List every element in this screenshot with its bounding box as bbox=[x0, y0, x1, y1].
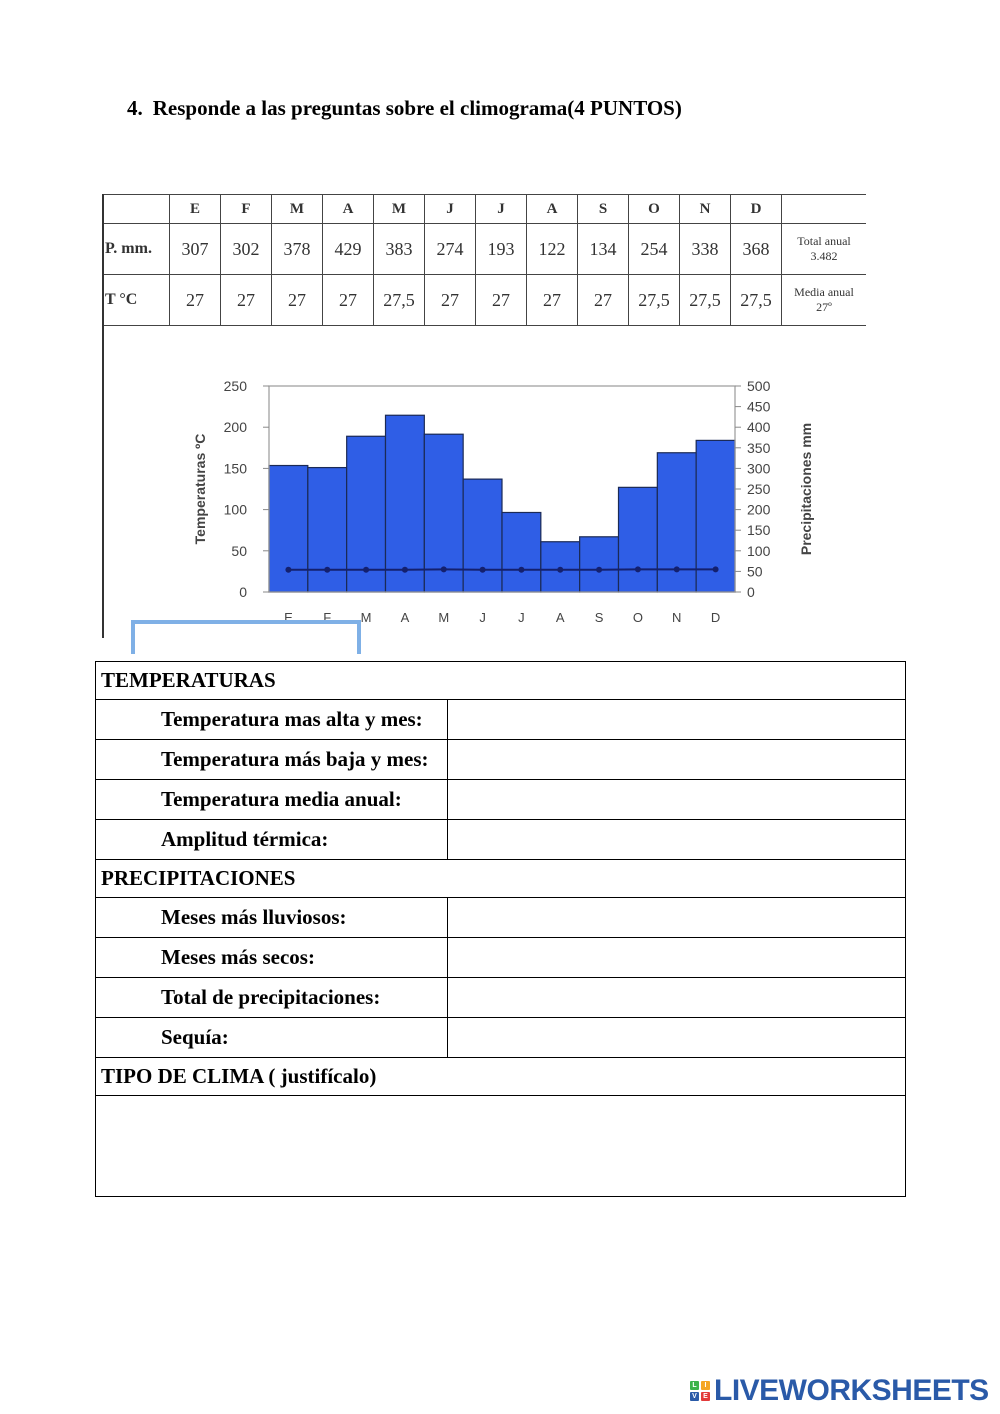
answer-field-wettest[interactable] bbox=[448, 898, 906, 938]
month-label: A bbox=[400, 610, 410, 625]
month-header: E bbox=[170, 195, 221, 224]
month-label: D bbox=[710, 610, 721, 625]
temperature-point bbox=[441, 566, 447, 572]
precip-value: 429 bbox=[323, 224, 374, 275]
right-tick-label: 250 bbox=[747, 481, 771, 497]
precip-bar bbox=[308, 468, 347, 592]
logo-letter: I bbox=[701, 1381, 710, 1390]
question-row bbox=[96, 1018, 906, 1058]
right-tick-label: 300 bbox=[747, 460, 771, 477]
temperature-point bbox=[518, 567, 524, 573]
precip-bar bbox=[619, 487, 658, 592]
right-tick-label: 400 bbox=[747, 419, 771, 436]
row-label: T °C bbox=[103, 275, 170, 326]
temp-value: 27 bbox=[425, 275, 476, 326]
right-tick-label: 500 bbox=[747, 378, 771, 394]
logo-letter: V bbox=[690, 1392, 699, 1401]
temperature-point bbox=[285, 567, 291, 573]
precip-value: 193 bbox=[476, 224, 527, 275]
question-label: Total de precipitaciones: bbox=[96, 978, 448, 1018]
climograph-svg bbox=[187, 364, 827, 639]
answer-field-total-precip[interactable] bbox=[448, 978, 906, 1018]
temp-value: 27 bbox=[527, 275, 578, 326]
section-temperaturas: TEMPERATURAS bbox=[96, 662, 906, 700]
month-label: J bbox=[518, 610, 525, 625]
question-label: Amplitud térmica: bbox=[96, 820, 448, 860]
precip-value: 383 bbox=[374, 224, 425, 275]
temp-mean-label: Media anual bbox=[794, 285, 854, 299]
left-axis-title: Temperaturas ºC bbox=[192, 433, 208, 545]
month-label: J bbox=[479, 610, 486, 625]
precip-value: 134 bbox=[578, 224, 629, 275]
row-label: P. mm. bbox=[103, 224, 170, 275]
answer-row bbox=[96, 1096, 906, 1197]
left-tick-label: 250 bbox=[223, 378, 247, 394]
precip-value: 302 bbox=[221, 224, 272, 275]
question-row bbox=[96, 898, 906, 938]
answer-field-temp-max[interactable] bbox=[448, 700, 906, 740]
temp-mean bbox=[782, 275, 867, 326]
question-heading bbox=[127, 96, 682, 121]
left-tick-label: 50 bbox=[231, 542, 247, 559]
temp-value: 27 bbox=[323, 275, 374, 326]
month-header: F bbox=[221, 195, 272, 224]
section-clima: TIPO DE CLIMA ( justifícalo) bbox=[96, 1058, 906, 1096]
answer-field-temp-min[interactable] bbox=[448, 740, 906, 780]
section-row bbox=[96, 662, 906, 700]
precip-value: 338 bbox=[680, 224, 731, 275]
left-tick-label: 0 bbox=[239, 584, 247, 600]
month-label: F bbox=[323, 610, 332, 625]
precip-value: 254 bbox=[629, 224, 680, 275]
answer-field-driest[interactable] bbox=[448, 938, 906, 978]
right-tick-label: 350 bbox=[747, 439, 771, 456]
logo-mark-icon bbox=[690, 1381, 710, 1401]
answer-field-temp-mean[interactable] bbox=[448, 780, 906, 820]
right-axis-title: Precipitaciones mm bbox=[798, 422, 814, 556]
temp-value: 27,5 bbox=[731, 275, 782, 326]
month-header: M bbox=[272, 195, 323, 224]
precip-value: 307 bbox=[170, 224, 221, 275]
left-tick-label: 100 bbox=[223, 501, 247, 518]
precip-value: 122 bbox=[527, 224, 578, 275]
month-header: S bbox=[578, 195, 629, 224]
temperature-point bbox=[635, 566, 641, 572]
temperature-row bbox=[103, 275, 867, 326]
question-row bbox=[96, 820, 906, 860]
month-label: N bbox=[672, 610, 682, 625]
question-label: Temperatura mas alta y mes: bbox=[96, 700, 448, 740]
question-label: Temperatura más baja y mes: bbox=[96, 740, 448, 780]
logo-wordmark: LIVEWORKSHEETS bbox=[714, 1374, 989, 1407]
precip-bar bbox=[580, 537, 619, 592]
temperature-point bbox=[480, 567, 486, 573]
precip-value: 274 bbox=[425, 224, 476, 275]
answer-field-amplitude[interactable] bbox=[448, 820, 906, 860]
section-row bbox=[96, 1058, 906, 1096]
month-header: J bbox=[425, 195, 476, 224]
summary-header bbox=[782, 195, 867, 224]
temperature-point bbox=[596, 567, 602, 573]
month-header: M bbox=[374, 195, 425, 224]
temp-value: 27 bbox=[170, 275, 221, 326]
section-precipitaciones: PRECIPITACIONES bbox=[96, 860, 906, 898]
month-label: M bbox=[360, 610, 372, 625]
month-label: E bbox=[284, 610, 293, 625]
question-number: 4. bbox=[127, 96, 143, 120]
temperature-point bbox=[713, 566, 719, 572]
precip-value: 368 bbox=[731, 224, 782, 275]
temperature-point bbox=[402, 567, 408, 573]
question-label: Meses más lluviosos: bbox=[96, 898, 448, 938]
month-header: A bbox=[527, 195, 578, 224]
question-label: Meses más secos: bbox=[96, 938, 448, 978]
question-label: Temperatura media anual: bbox=[96, 780, 448, 820]
climate-figure bbox=[102, 194, 882, 638]
temperature-point bbox=[324, 567, 330, 573]
temperature-point bbox=[674, 566, 680, 572]
right-tick-label: 450 bbox=[747, 398, 771, 415]
question-label: Sequía: bbox=[96, 1018, 448, 1058]
temp-value: 27 bbox=[578, 275, 629, 326]
logo-letter: L bbox=[690, 1381, 699, 1390]
precip-total-value: 3.482 bbox=[810, 249, 838, 263]
temp-value: 27,5 bbox=[629, 275, 680, 326]
month-header: J bbox=[476, 195, 527, 224]
precip-bar bbox=[386, 415, 425, 592]
climograph-chart bbox=[187, 364, 827, 639]
month-label: A bbox=[555, 610, 565, 625]
precip-value: 378 bbox=[272, 224, 323, 275]
month-header: N bbox=[680, 195, 731, 224]
question-row bbox=[96, 700, 906, 740]
right-tick-label: 200 bbox=[747, 501, 771, 518]
precip-bar bbox=[269, 466, 308, 592]
right-tick-label: 0 bbox=[747, 584, 755, 600]
month-header: D bbox=[731, 195, 782, 224]
logo-letter: E bbox=[701, 1392, 710, 1401]
question-row bbox=[96, 938, 906, 978]
month-header: O bbox=[629, 195, 680, 224]
precip-bar bbox=[502, 512, 541, 592]
precip-total-label: Total anual bbox=[797, 234, 851, 248]
temperature-point bbox=[557, 567, 563, 573]
answer-field-drought[interactable] bbox=[448, 1018, 906, 1058]
temperature-point bbox=[363, 567, 369, 573]
climate-data-table bbox=[102, 194, 866, 326]
left-tick-label: 200 bbox=[223, 419, 247, 436]
month-label: O bbox=[632, 610, 643, 625]
question-row bbox=[96, 978, 906, 1018]
answer-box-outline[interactable] bbox=[131, 620, 361, 654]
section-row bbox=[96, 860, 906, 898]
precip-total bbox=[782, 224, 867, 275]
month-header: A bbox=[323, 195, 374, 224]
temp-value: 27 bbox=[272, 275, 323, 326]
right-tick-label: 100 bbox=[747, 542, 771, 559]
month-label: M bbox=[438, 610, 450, 625]
right-tick-label: 50 bbox=[747, 563, 763, 580]
temp-value: 27 bbox=[476, 275, 527, 326]
temp-value: 27,5 bbox=[680, 275, 731, 326]
answer-table bbox=[95, 661, 906, 1197]
temp-mean-value: 27º bbox=[816, 300, 832, 314]
corner-cell bbox=[103, 195, 170, 224]
figure-border bbox=[102, 194, 104, 638]
left-tick-label: 150 bbox=[223, 460, 247, 477]
answer-field-climate-type[interactable] bbox=[96, 1096, 906, 1197]
month-label: S bbox=[594, 610, 604, 625]
liveworksheets-logo bbox=[690, 1376, 989, 1406]
precipitation-row bbox=[103, 224, 867, 275]
month-header-row bbox=[103, 195, 867, 224]
temp-value: 27 bbox=[221, 275, 272, 326]
precip-bar bbox=[463, 479, 502, 592]
question-row bbox=[96, 780, 906, 820]
temp-value: 27,5 bbox=[374, 275, 425, 326]
question-row bbox=[96, 740, 906, 780]
right-tick-label: 150 bbox=[747, 522, 771, 539]
question-text: Responde a las preguntas sobre el climograma(4 PUNTOS) bbox=[152, 96, 682, 120]
